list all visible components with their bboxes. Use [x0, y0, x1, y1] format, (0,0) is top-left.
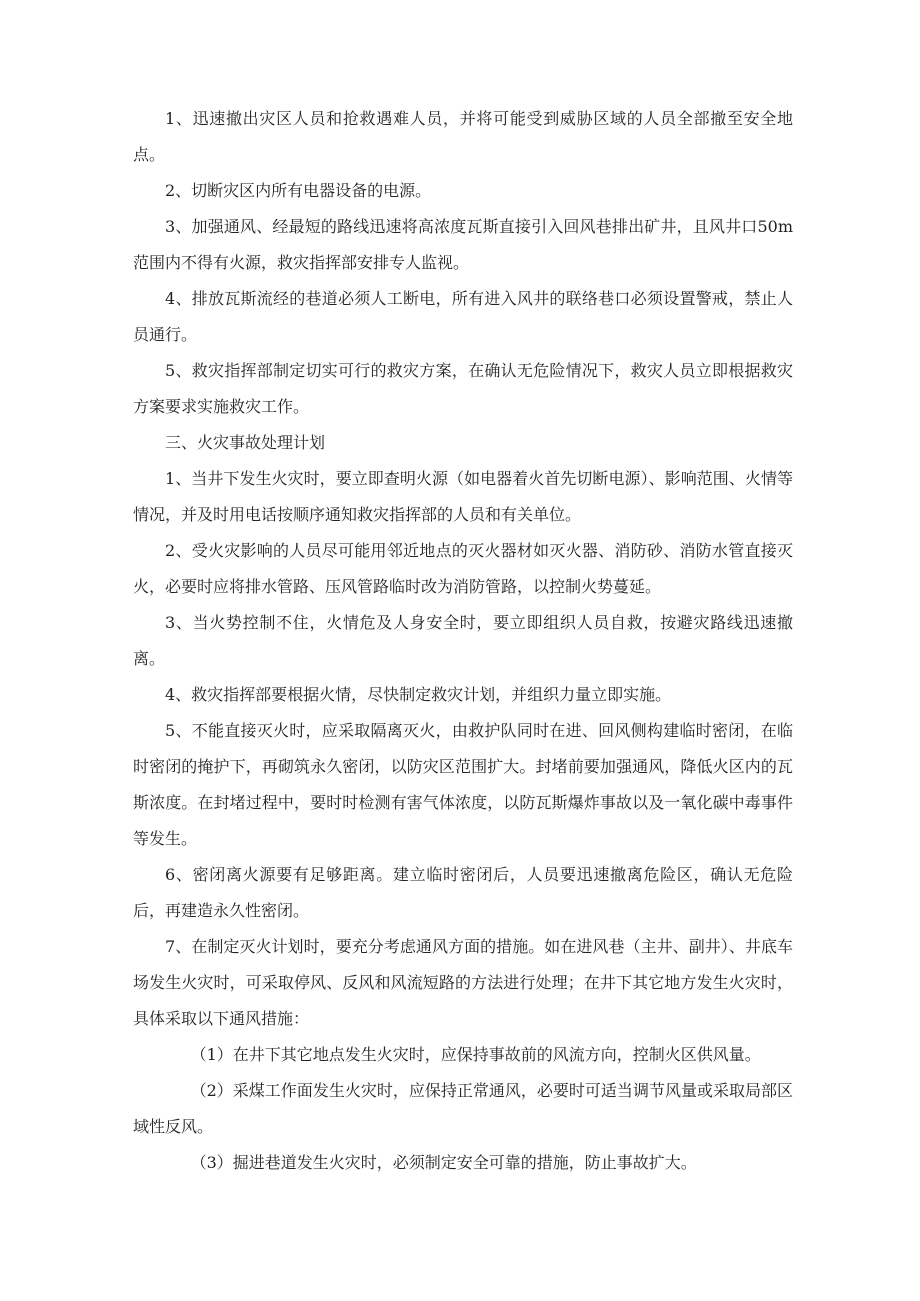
paragraph-6: 1、当井下发生火灾时，要立即查明火源（如电器着火首先切断电源）、影响范围、火情等情况，并及时用电话按顺序通知救灾指挥部的人员和有关单位。: [133, 469, 793, 524]
paragraph-8: 3、当火势控制不住，火情危及人身安全时，要立即组织人员自救，按避灾路线迅速撤离。: [133, 613, 793, 668]
paragraph-12: 7、在制定灭火计划时，要充分考虑通风方面的措施。如在进风巷（主井、副井）、井底车场发生火灾时，可采取停风、反风和风流短路的方法进行处理；在井下其它地方发生火灾时，具体采取以下通风措施：: [133, 937, 793, 1028]
paragraph-10: 5、不能直接灭火时，应采取隔离灭火，由救护队同时在进、回风侧构建临时密闭，在临时密闭的掩护下，再砌筑永久密闭，以防灾区范围扩大。封堵前要加强通风，降低火区内的瓦斯浓度。在封堵过程中，要时时检测有害气体浓度，以防瓦斯爆炸事故以及一氧化碳中毒事件等发生。: [133, 721, 793, 848]
paragraph-3: 3、加强通风、经最短的路线迅速将高浓度瓦斯直接引入回风巷排出矿井，且风井口50m范围内不得有火源，救灾指挥部安排专人监视。: [133, 217, 793, 272]
paragraph-7: 2、受火灾影响的人员尽可能用邻近地点的灭火器材如灭火器、消防砂、消防水管直接灭火，必要时应将排水管路、压风管路临时改为消防管路，以控制火势蔓延。: [133, 541, 793, 596]
paragraph-2: 2、切断灾区内所有电器设备的电源。: [165, 181, 432, 200]
paragraph-4: 4、排放瓦斯流经的巷道必须人工断电，所有进入风井的联络巷口必须设置警戒，禁止人员通行。: [133, 289, 793, 344]
sub-item-1: （1）在井下其它地点发生火灾时，应保持事故前的风流方向，控制火区供风量。: [190, 1045, 761, 1064]
section-heading: 三、火灾事故处理计划: [165, 433, 326, 452]
paragraph-9: 4、救灾指挥部要根据火情，尽快制定救灾计划，并组织力量立即实施。: [165, 685, 672, 704]
paragraph-5: 5、救灾指挥部制定切实可行的救灾方案，在确认无危险情况下，救灾人员立即根据救灾方案要求实施救灾工作。: [133, 361, 793, 416]
paragraph-1: 1、迅速撤出灾区人员和抢救遇难人员，并将可能受到威胁区域的人员全部撤至安全地点。: [133, 109, 793, 164]
sub-item-3: （3）掘进巷道发生火灾时，必须制定安全可靠的措施，防止事故扩大。: [190, 1153, 697, 1172]
paragraph-11: 6、密闭离火源要有足够距离。建立临时密闭后，人员要迅速撤离危险区，确认无危险后，再建造永久性密闭。: [133, 865, 793, 920]
document-body: [133, 101, 793, 1181]
sub-item-2: （2）采煤工作面发生火灾时，应保持正常通风，必要时可适当调节风量或采取局部区域性反风。: [133, 1081, 793, 1136]
